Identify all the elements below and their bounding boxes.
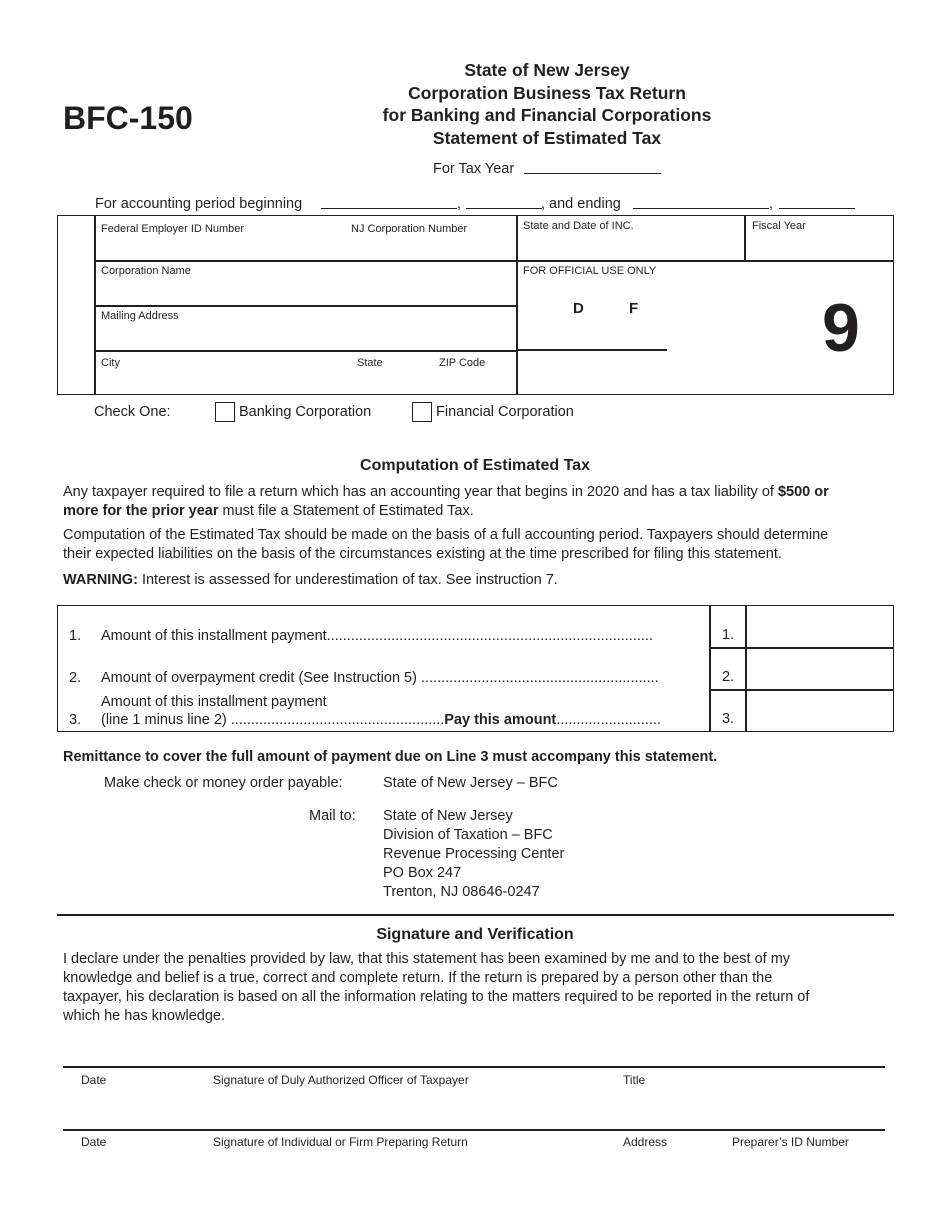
para2-line: their expected liabilities on the basis of the circumstances existing at the time prescribed for filing this statement. (63, 546, 782, 562)
form-code-number: 9 (822, 290, 860, 366)
warning-text (63, 571, 558, 590)
para1-text: Any taxpayer required to file a return which has an accounting year that begins in 2020 and has a tax liability of (63, 484, 778, 500)
payable-label: Make check or money order payable: (104, 775, 343, 791)
nj-corp-number-label: NJ Corporation Number (351, 223, 468, 235)
line-3-description (101, 711, 701, 730)
address-line: Trenton, NJ 08646-0247 (383, 884, 540, 900)
officer-title-label: Title (623, 1073, 646, 1087)
form-id: BFC-150 (63, 100, 193, 136)
official-d-code: D (573, 300, 584, 317)
preparer-id-label: Preparer’s ID Number (732, 1135, 849, 1149)
period-end-year-field[interactable] (779, 208, 855, 209)
address-line: PO Box 247 (383, 865, 462, 881)
computation-paragraph-2 (63, 526, 893, 564)
line-3-amount-input[interactable] (749, 694, 891, 729)
para2-line: Computation of the Estimated Tax should be made on the basis of a full accounting period. Taxpayers should determine (63, 527, 829, 543)
tax-year-label: For Tax Year (433, 161, 515, 177)
preparer-address-label: Address (623, 1135, 668, 1149)
official-use-label: FOR OFFICIAL USE ONLY (523, 265, 657, 277)
declaration-line: which he has knowledge. (63, 1008, 226, 1024)
fiscal-year-label: Fiscal Year (752, 220, 806, 232)
line-2-amount-input[interactable] (749, 652, 891, 687)
state-label: State (357, 357, 383, 369)
period-comma: , (769, 196, 774, 212)
para1-bold: $500 or (777, 484, 829, 500)
line-3-ref: 3. (721, 711, 735, 727)
zip-code-label: ZIP Code (439, 357, 486, 369)
state-date-inc-label: State and Date of INC. (523, 220, 634, 232)
check-one-label: Check One: (94, 404, 171, 420)
payable-value: State of New Jersey – BFC (383, 775, 558, 791)
title-line: Corporation Business Tax Return (408, 82, 686, 103)
address-line: Division of Taxation – BFC (383, 827, 553, 843)
warning-label: WARNING: (63, 572, 138, 588)
city-label: City (101, 357, 120, 369)
tax-year-field[interactable] (524, 173, 661, 174)
line-2-description: Amount of overpayment credit (See Instruction 5) ........................................................... (101, 670, 659, 686)
banking-corporation-label: Banking Corporation (239, 404, 372, 420)
pay-this-amount-label: Pay this amount (444, 712, 557, 728)
declaration-line: I declare under the penalties provided by law, that this statement has been examined by me and to the best of my (63, 951, 791, 967)
period-begin-date-field[interactable] (321, 208, 457, 209)
period-begin-year-field[interactable] (466, 208, 542, 209)
period-beginning-label: For accounting period beginning (95, 196, 303, 212)
officer-date-label: Date (81, 1073, 107, 1087)
preparer-signature-line[interactable] (63, 1129, 885, 1131)
address-line: State of New Jersey (383, 808, 513, 824)
declaration-line: knowledge and belief is a true, correct and complete return. If the return is prepared by a person other than the (63, 970, 773, 986)
corporation-name-label: Corporation Name (101, 265, 191, 277)
official-f-code: F (629, 300, 639, 317)
title-line: Statement of Estimated Tax (432, 127, 662, 148)
computation-paragraph-1 (63, 483, 893, 521)
signature-heading: Signature and Verification (376, 926, 574, 943)
line-3-number: 3. (69, 712, 82, 728)
form-title (330, 59, 764, 149)
period-ending-label: , and ending (541, 196, 621, 212)
line-1-description: Amount of this installment payment................................................................................. (101, 628, 653, 644)
declaration-line: taxpayer, his declaration is based on all the information relating to the matters required to be reported in the return of (63, 989, 810, 1005)
para1-text: must file a Statement of Estimated Tax. (218, 503, 474, 519)
title-line: State of New Jersey (464, 60, 630, 80)
computation-heading: Computation of Estimated Tax (360, 457, 590, 474)
para1-bold: more for the prior year (63, 503, 219, 519)
financial-corporation-checkbox[interactable] (412, 402, 432, 422)
fein-label: Federal Employer ID Number (101, 223, 245, 235)
banking-corporation-checkbox[interactable] (215, 402, 235, 422)
line-3-description-top: Amount of this installment payment (101, 694, 327, 710)
remittance-notice: Remittance to cover the full amount of payment due on Line 3 must accompany this statement. (63, 749, 718, 765)
mail-to-label: Mail to: (309, 808, 356, 824)
line-2-ref: 2. (721, 669, 735, 685)
line-1-amount-input[interactable] (749, 610, 891, 645)
declaration-text (63, 950, 893, 1026)
line-1-ref: 1. (721, 627, 735, 643)
warning-body: Interest is assessed for underestimation of tax. See instruction 7. (137, 572, 558, 588)
preparer-date-label: Date (81, 1135, 107, 1149)
period-comma: , (457, 196, 462, 212)
period-end-date-field[interactable] (633, 208, 769, 209)
line-1-number: 1. (69, 628, 82, 644)
officer-signature-label: Signature of Duly Authorized Officer of Taxpayer (213, 1073, 469, 1087)
line-3-text: (line 1 minus line 2) ..................................................... (101, 712, 445, 728)
line-3-dots: .......................... (556, 712, 662, 728)
financial-corporation-label: Financial Corporation (436, 404, 574, 420)
mail-to-address (383, 807, 564, 902)
preparer-signature-label: Signature of Individual or Firm Preparing Return (213, 1135, 468, 1149)
officer-signature-line[interactable] (63, 1066, 885, 1068)
title-line: for Banking and Financial Corporations (382, 105, 712, 125)
line-2-number: 2. (69, 670, 82, 686)
mailing-address-label: Mailing Address (101, 310, 179, 322)
section-divider (57, 914, 894, 916)
address-line: Revenue Processing Center (383, 846, 565, 862)
